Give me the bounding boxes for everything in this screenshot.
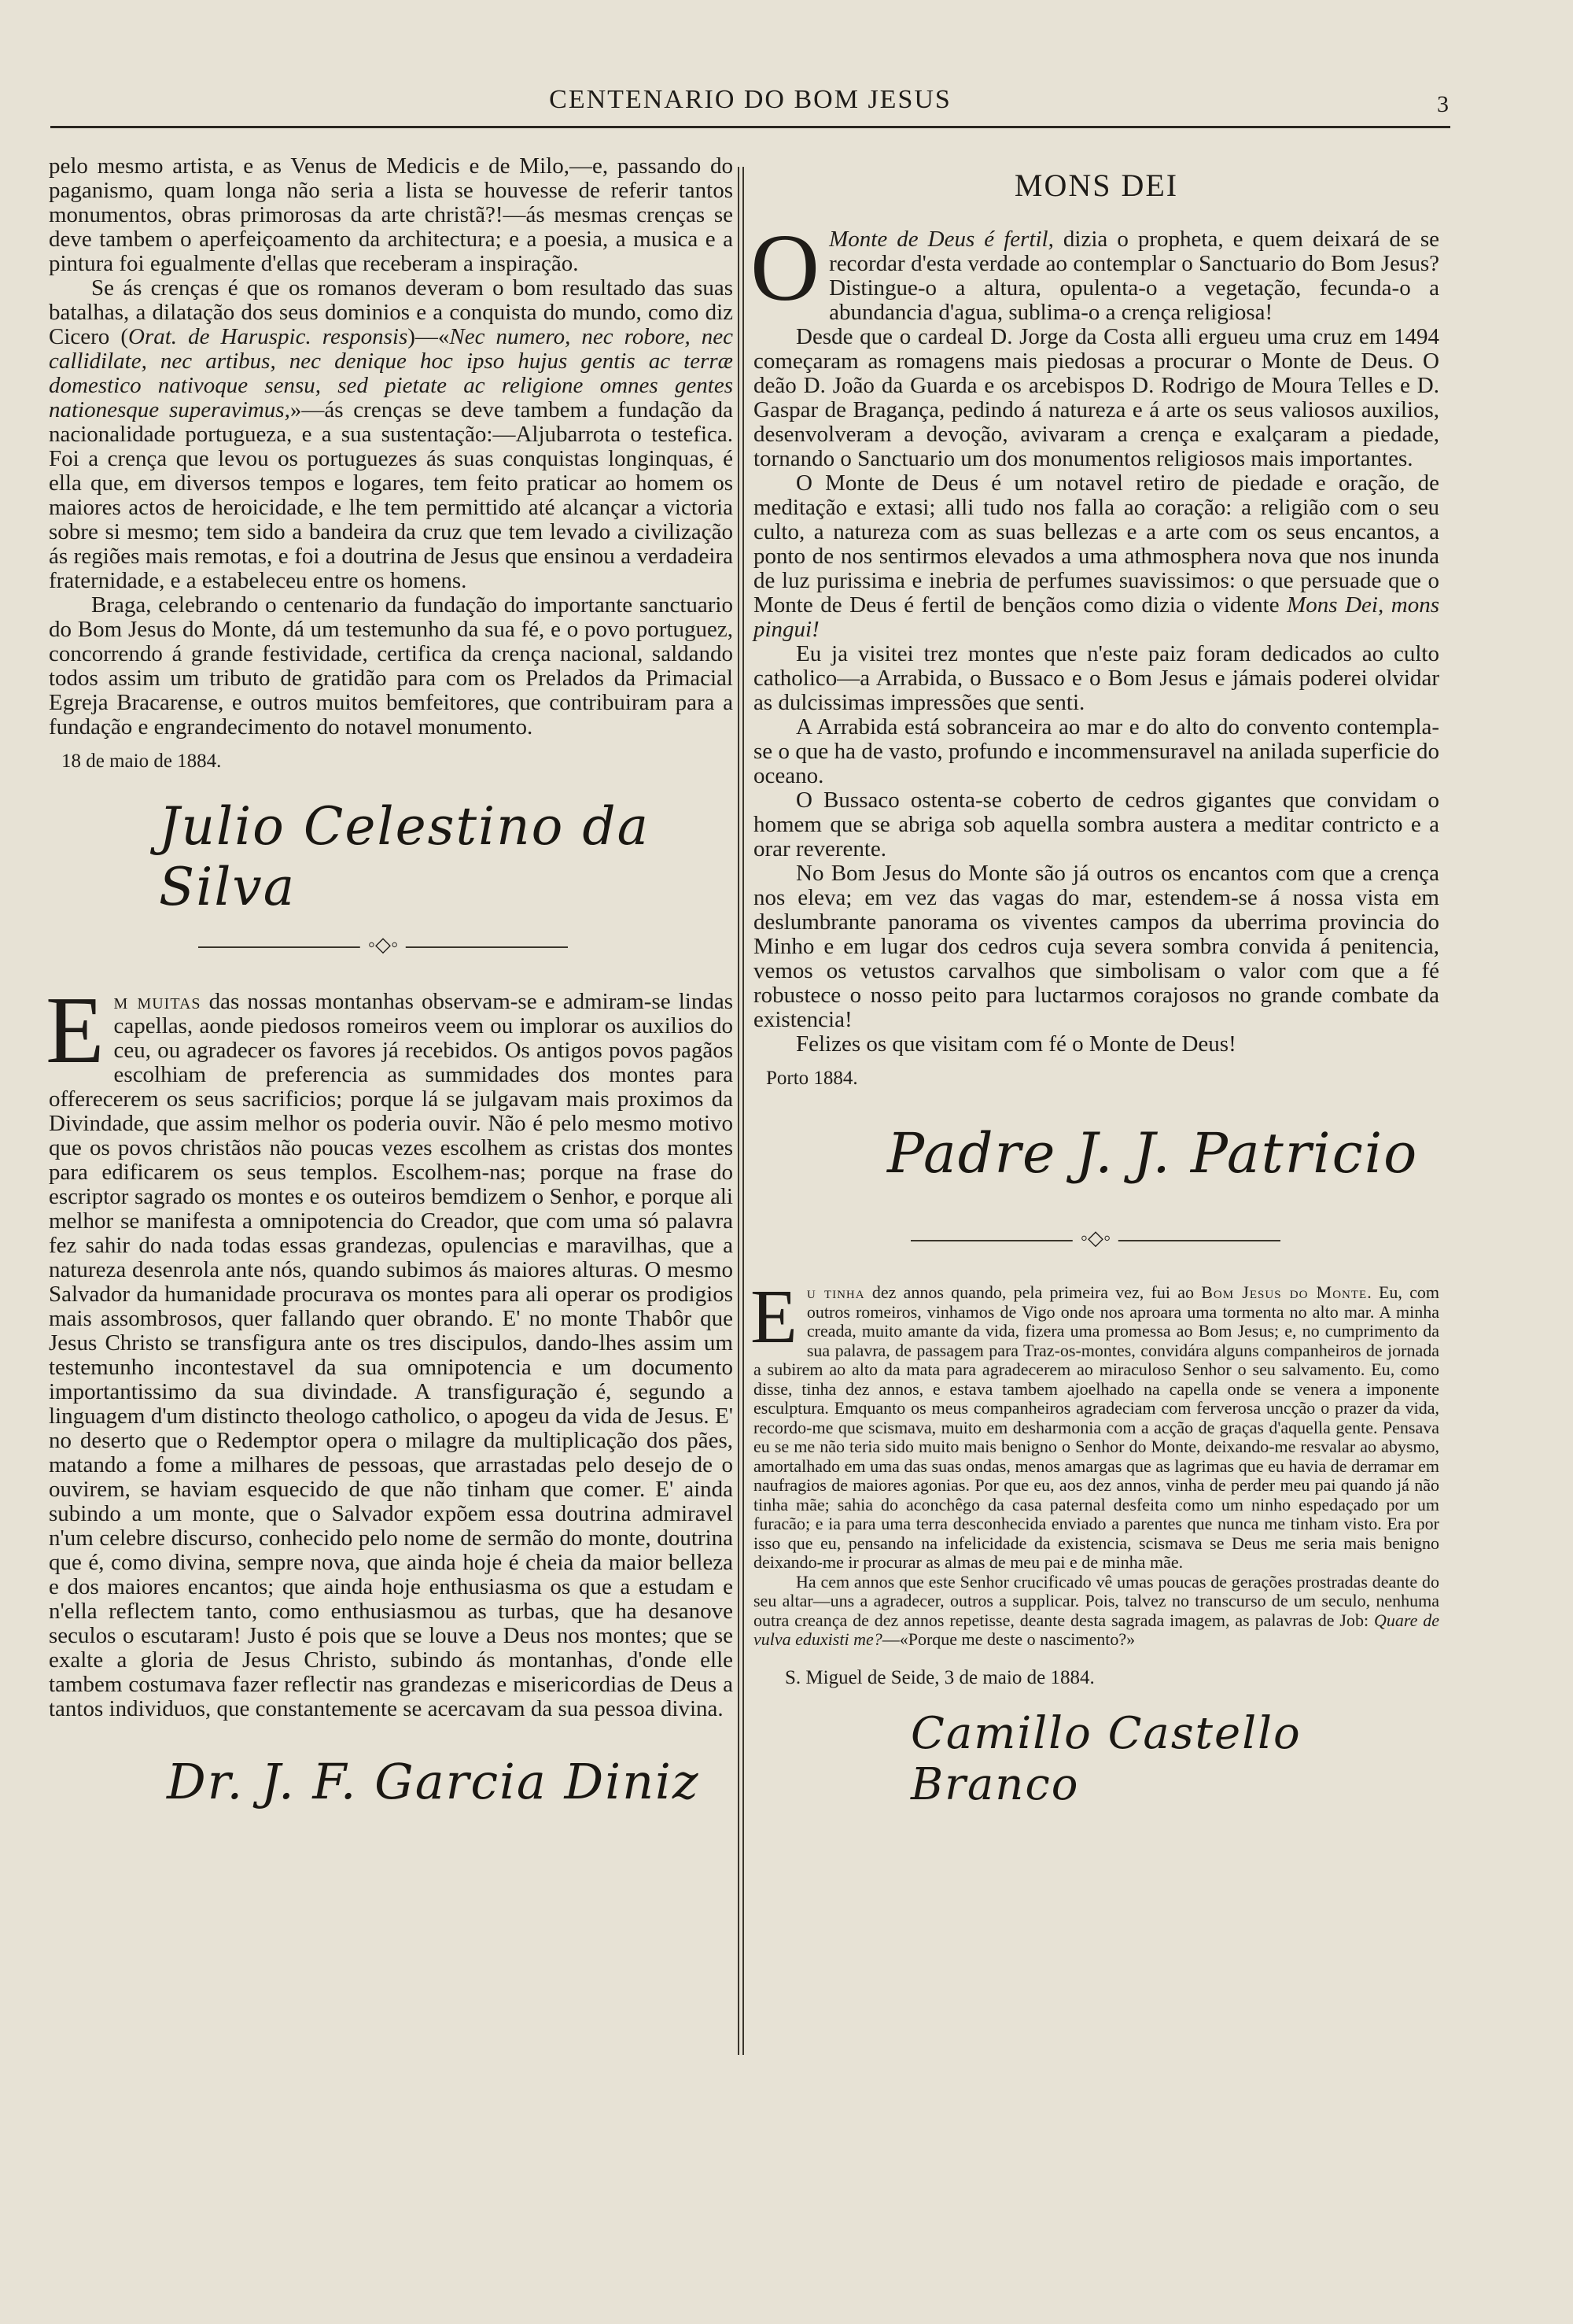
text-run: das nossas montanhas observam-se e admiram-se lindas capellas, aonde piedosos romeiros veem ou implorar os auxilios do ceu, ou agradecer os favores já recebidos. Os antigos povos pagãos escolhiam de preferencia as summidades dos montes para offerecerem os seus sacrificios; porque lá se julgavam mais proximos da Divindade, que assim melhor os poderia ouvir. Não é pelo mesmo motivo que os povos christãos não poucas vezes escolhem as cristas dos montes para edificarem os seus templos. Escolhem-nas; porque na frase do escriptor sagrado os montes e os outeiros bemdizem o Senhor, e porque ali melhor se manifesta a omnipotencia do Creador, que com uma só palavra fez sahir do nada todas essas grandezas, opulencias e maravilhas, que a natureza desenrola ante nós, quando subimos ás maiores alturas. O mesmo Salvador da humanidade procurava os montes para ali operar os prodigios mais assombrosos, quer fallando quer obrando. E' no monte Thabôr que Jesus Christo se transfigura ante os tres discipulos, dando-lhes assim um testemunho incontestavel da sua omnipotencia e um documento importantissimo da sua divindade. A transfiguração é, segundo a linguagem d'um distincto theologo catholico, o apogeu da vida de Jesus. E' no deserto que o Redemptor opera o milagre da multiplicação dos pães, matando a fome a milhares de pessoas, que arrastadas pelo desejo de o ouvirem, se haviam esquecido de que não tinham que comer. E' ainda subindo a um monte, que o Salvador expõem essa doutrina admiravel n'um celebre discurso, conhecido pelo nome de sermão do monte, doutrina que é, como divina, sempre nova, que ainda hoje é cheia da maior belleza e dos maiores encantos; que ainda hoje enthusiasma os que a estudam e n'ella reflectem tanto, como enthusiasmou as turbas, que ha desanove seculos o escutaram! Justo é pois que se louve a Deus nos montes; que se exalte a gloria de Jesus Christo, subindo ás montanhas, d'onde elle tambem costumava fazer reflectir nas grandezas e misericordias de Deus a tantos individuos, que constantemente se acercavam da sua pessoa divina. [49,989,733,1721]
right-column [750,154,1439,1810]
signature: Camillo Castello Branco [911,1707,1302,1810]
column-rule [738,167,744,2055]
latin-quote: Nec numero, nec robore, nec callidilate, nec artibus, nec denique hoc ipso hujus gentis ac terræ domestico nativoque sensu, sed pietate ac religione omnes gentes nationesque superavimus, [49,324,733,422]
text-run: . Eu, com outros romeiros, vinhamos de Vigo onde nos aproara uma tormenta no alto mar. A minha creada, muito amante da vida, fizera uma promessa ao Bom Jesus; e, no cumprimento da sua palavra, de passagem para Traz-os-montes, convidára alguns companheiros de jornada a subirem ao alto da mata para agradecerem ao miraculoso Senhor o seu salvamento. Eu, como disse, tinha dez annos, e estava tambem ajoelhado na capella onde se venera a imponente esculptura. Emquanto os meus companheiros agradeciam com ferverosa uncção o prazer da vida, recordo-me que scismava, muito em desharmonia com a acção de graças d'aquella gente. Pensava eu se me não teria sido muito mais benigno o Senhor do Monte, deixando-me resvalar ao abysmo, amortalhado em uma das suas ondas, menos amargas que as lagrimas que eu havia de derramar em naufragios de maiores agonias. Por que eu, aos dez annos, vinha de perder meu pai quando já não tinha mãe; sahia do aconchêgo da casa paternal desfeita como um ninho espedaçado por um furacão; e ia para uma terra desconhecida enviado a parentes que nunca me tinham visto. Era por isso que eu, pensando na infelicidade da existencia, scismava se Deus me seria mais benigno deixando-me ir procurar as almas de meu pai e de minha mãe. [753,1282,1439,1572]
right-paragraph-3 [753,471,1439,642]
drop-cap: E [750,1275,798,1359]
text-run: »—ás crenças se deve tambem a fundação da nacionalidade portugueza, e a sua sustentação:—Aljubarrota o testefica. Foi a crença que levou os portuguezes ás suas conquistas longinquas, é ella que, em diversos tempos e logares, tem feito praticar ao homem os maiores actos de heroicidade, e lhe tem permittido até alcançar a victoria sobre si mesmo; tem sido a bandeira da cruz que tem levado a civilização ás regiões mais remotas, e foi a doutrina de Jesus que ensinou a verdadeira fraternidade, e a estabeleceu entre os homens. [49,397,734,593]
latin-quote: Quare de vulva eduxisti me? [753,1610,1439,1649]
drop-cap: E [46,977,105,1083]
signature: Julio Celestino da Silva [159,796,650,917]
right-paragraph-7: No Bom Jesus do Monte são já outros os encantos com que a crença nos eleva; em vez das vagas do mar, estendem-se á nossa vista em deslumbrante panorama os viventes campos da uberrima provincia do Minho e em lugar dos cedros cuja severa sombra convida á penitencia, vemos os vetustos carvalhos que simbolisam o valor com que a fé robustece o nosso peito para luctarmos corajosos no grande combate da existencia! [753,861,1439,1032]
text-run: —«Porque me deste o nascimento?» [882,1629,1136,1649]
article-title: MONS DEI [1014,168,1179,203]
dateline: S. Miguel de Seide, 3 de maio de 1884. [785,1666,1095,1688]
page-header [50,85,1450,128]
latin-quote: Mons Dei, mons pingui! [753,592,1439,642]
quote: Monte de Deus é fertil, [829,227,1054,252]
signature: Dr. J. F. Garcia Diniz [167,1753,700,1810]
lead-words: m muitas [113,989,201,1014]
left-column [46,153,734,1810]
left-paragraph-1: pelo mesmo artista, e as Venus de Medicis e de Milo,—e, passando do paganismo, quam longa não seria a lista se houvesse de referir tantos monumentos, obras primorosas da arte christã?!—ás mesmas crenças se deve tambem o aperfeiçoamento da architectura; e a poesia, a musica e a pintura foi egualmente d'ellas que receberam a inspiração. [49,153,733,276]
right-paragraph-10 [753,1573,1439,1650]
small-print-article [750,1275,1439,1650]
right-paragraph-5: A Arrabida está sobranceira ao mar e do alto do convento contempla-se o que ha de vasto, profundo e incommensuravel na anilada superficie do oceano. [753,714,1439,788]
place-name: Bom Jesus do Monte [1201,1282,1368,1302]
text-run: )—« [407,324,450,349]
right-paragraph-1 [750,215,1439,325]
header-title: CENTENARIO DO BOM JESUS [549,85,952,114]
right-paragraph-6: O Bussaco ostenta-se coberto de cedros gigantes que convidam o homem que se abriga sob aquella sombra austera a meditar contricto e a orar reverente. [753,788,1439,861]
text-run: Ha cem annos que este Senhor crucificado vê umas poucas de gerações prostradas deante do seu altar—uns a agradecer, outros a supplicar. Pois, talvez no transcurso de um seculo, nenhuma outra creança de dez annos repetisse, deante desta sagrada imagem, as palavras de Job: [753,1571,1439,1630]
section-divider [198,931,568,963]
page-number: 3 [1437,91,1450,117]
text-run: dez annos quando, pela primeira vez, fui ao [864,1282,1202,1302]
drop-cap: O [750,215,820,321]
section-divider [911,1225,1280,1256]
signature: Padre J. J. Patricio [887,1121,1419,1186]
right-paragraph-4: Eu ja visitei trez montes que n'este paiz foram dedicados ao culto catholico—a Arrabida, o Bussaco e o Bom Jesus e jámais poderei olvidar as dulcissimas impressões que senti. [753,641,1439,715]
divider-ornament: ◦◇◦ [360,933,406,957]
left-paragraph-4 [46,977,733,1721]
left-paragraph-2 [49,276,733,593]
divider-ornament: ◦◇◦ [1073,1227,1118,1250]
text-run: dizia o propheta, e quem deixará de se recordar d'esta verdade ao contemplar o Sanctuario do Bom Jesus? Distingue-o a altura, opulenta-o a vegetação, fecunda-o a abundancia d'agua, sublima-o a crença religiosa! [829,227,1439,325]
dateline: 18 de maio de 1884. [61,751,222,772]
text-run: Se ás crenças é que os romanos deveram o bom resultado das suas batalhas, a dilatação dos seus dominios e a conquista do mundo, como diz Cicero ( [49,275,733,349]
left-paragraph-3: Braga, celebrando o centenario da fundação do importante sanctuario do Bom Jesus do Monte, dá um testemunho da sua fé, e o povo portuguez, concorrendo á grande festividade, certifica da crença nacional, saldando todos assim um tributo de gratidão para com os Prelados da Primacial Egreja Bracarense, e outros muitos bemfeitores, que contribuiram para a fundação e engrandecimento do notavel monumento. [49,592,733,740]
dateline: Porto 1884. [766,1068,858,1089]
lead-words: u tinha [806,1282,865,1302]
right-paragraph-9 [750,1275,1439,1573]
text-run: O Monte de Deus é um notavel retiro de piedade e oração, de meditação e extasi; alli tudo nos falla ao coração: a religião com o seu culto, a natureza com as suas bellezas e a arte com os seus encantos, a ponto de nos sentirmos elevados a uma athmosphera nova que nos inunda de luz purissima e inebria de perfumes suavissimos: o que persuade que o Monte de Deus é fertil de bençãos como dizia o vidente [753,470,1439,618]
right-paragraph-2: Desde que o cardeal D. Jorge da Costa alli ergueu uma cruz em 1494 começaram as romagens mais piedosas a procurar o Monte de Deus. O deão D. João da Guarda e os arcebispos D. Rodrigo de Moura Telles e D. Gaspar de Bragança, pedindo á natureza e á arte os seus valiosos auxilios, desenvolveram a devoção, avivaram a crença e exalçaram a piedade, tornando o Sanctuario um dos monumentos religiosos mais importantes. [753,324,1439,471]
right-paragraph-8: Felizes os que visitam com fé o Monte de Deus! [796,1031,1236,1057]
citation: Orat. de Haruspic. responsis [128,324,408,349]
